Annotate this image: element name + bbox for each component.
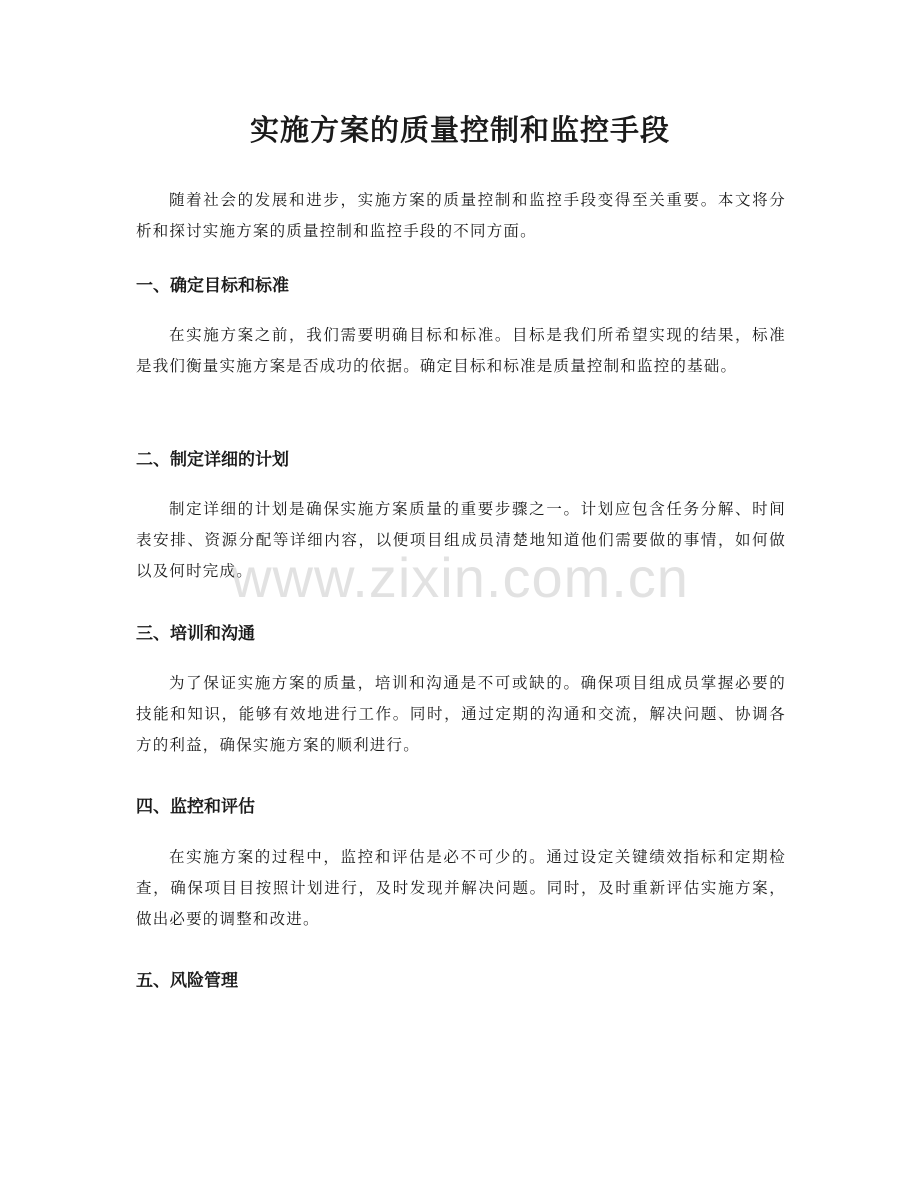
section-heading-4: 四、监控和评估 [136,797,255,817]
section-heading-2: 二、制定详细的计划 [136,450,289,470]
section-body-2: 制定详细的计划是确保实施方案质量的重要步骤之一。计划应包含任务分解、时间表安排、资源分配等详细内容，以便项目组成员清楚地知道他们需要做的事情，如何做以及何时完成。 [136,500,786,580]
section-heading-1: 一、确定目标和标准 [136,276,289,296]
watermark: www.zixin.com.cn [231,546,689,609]
section-body-3: 为了保证实施方案的质量，培训和沟通是不可或缺的。确保项目组成员掌握必要的技能和知识，能够有效地进行工作。同时，通过定期的沟通和交流，解决问题、协调各方的利益，确保实施方案的顺利进行。 [136,674,786,754]
document-title: 实施方案的质量控制和监控手段 [249,113,670,147]
section-body-1: 在实施方案之前，我们需要明确目标和标准。目标是我们所希望实现的结果，标准是我们衡量实施方案是否成功的依据。确定目标和标准是质量控制和监控的基础。 [136,326,786,375]
section-body-4: 在实施方案的过程中，监控和评估是必不可少的。通过设定关键绩效指标和定期检查，确保项目目按照计划进行，及时发现并解决问题。同时，及时重新评估实施方案，做出必要的调整和改进。 [136,848,786,928]
section-heading-5: 五、风险管理 [136,971,238,991]
section-heading-3: 三、培训和沟通 [136,624,255,644]
intro-paragraph: 随着社会的发展和进步，实施方案的质量控制和监控手段变得至关重要。本文将分析和探讨实施方案的质量控制和监控手段的不同方面。 [136,191,786,240]
